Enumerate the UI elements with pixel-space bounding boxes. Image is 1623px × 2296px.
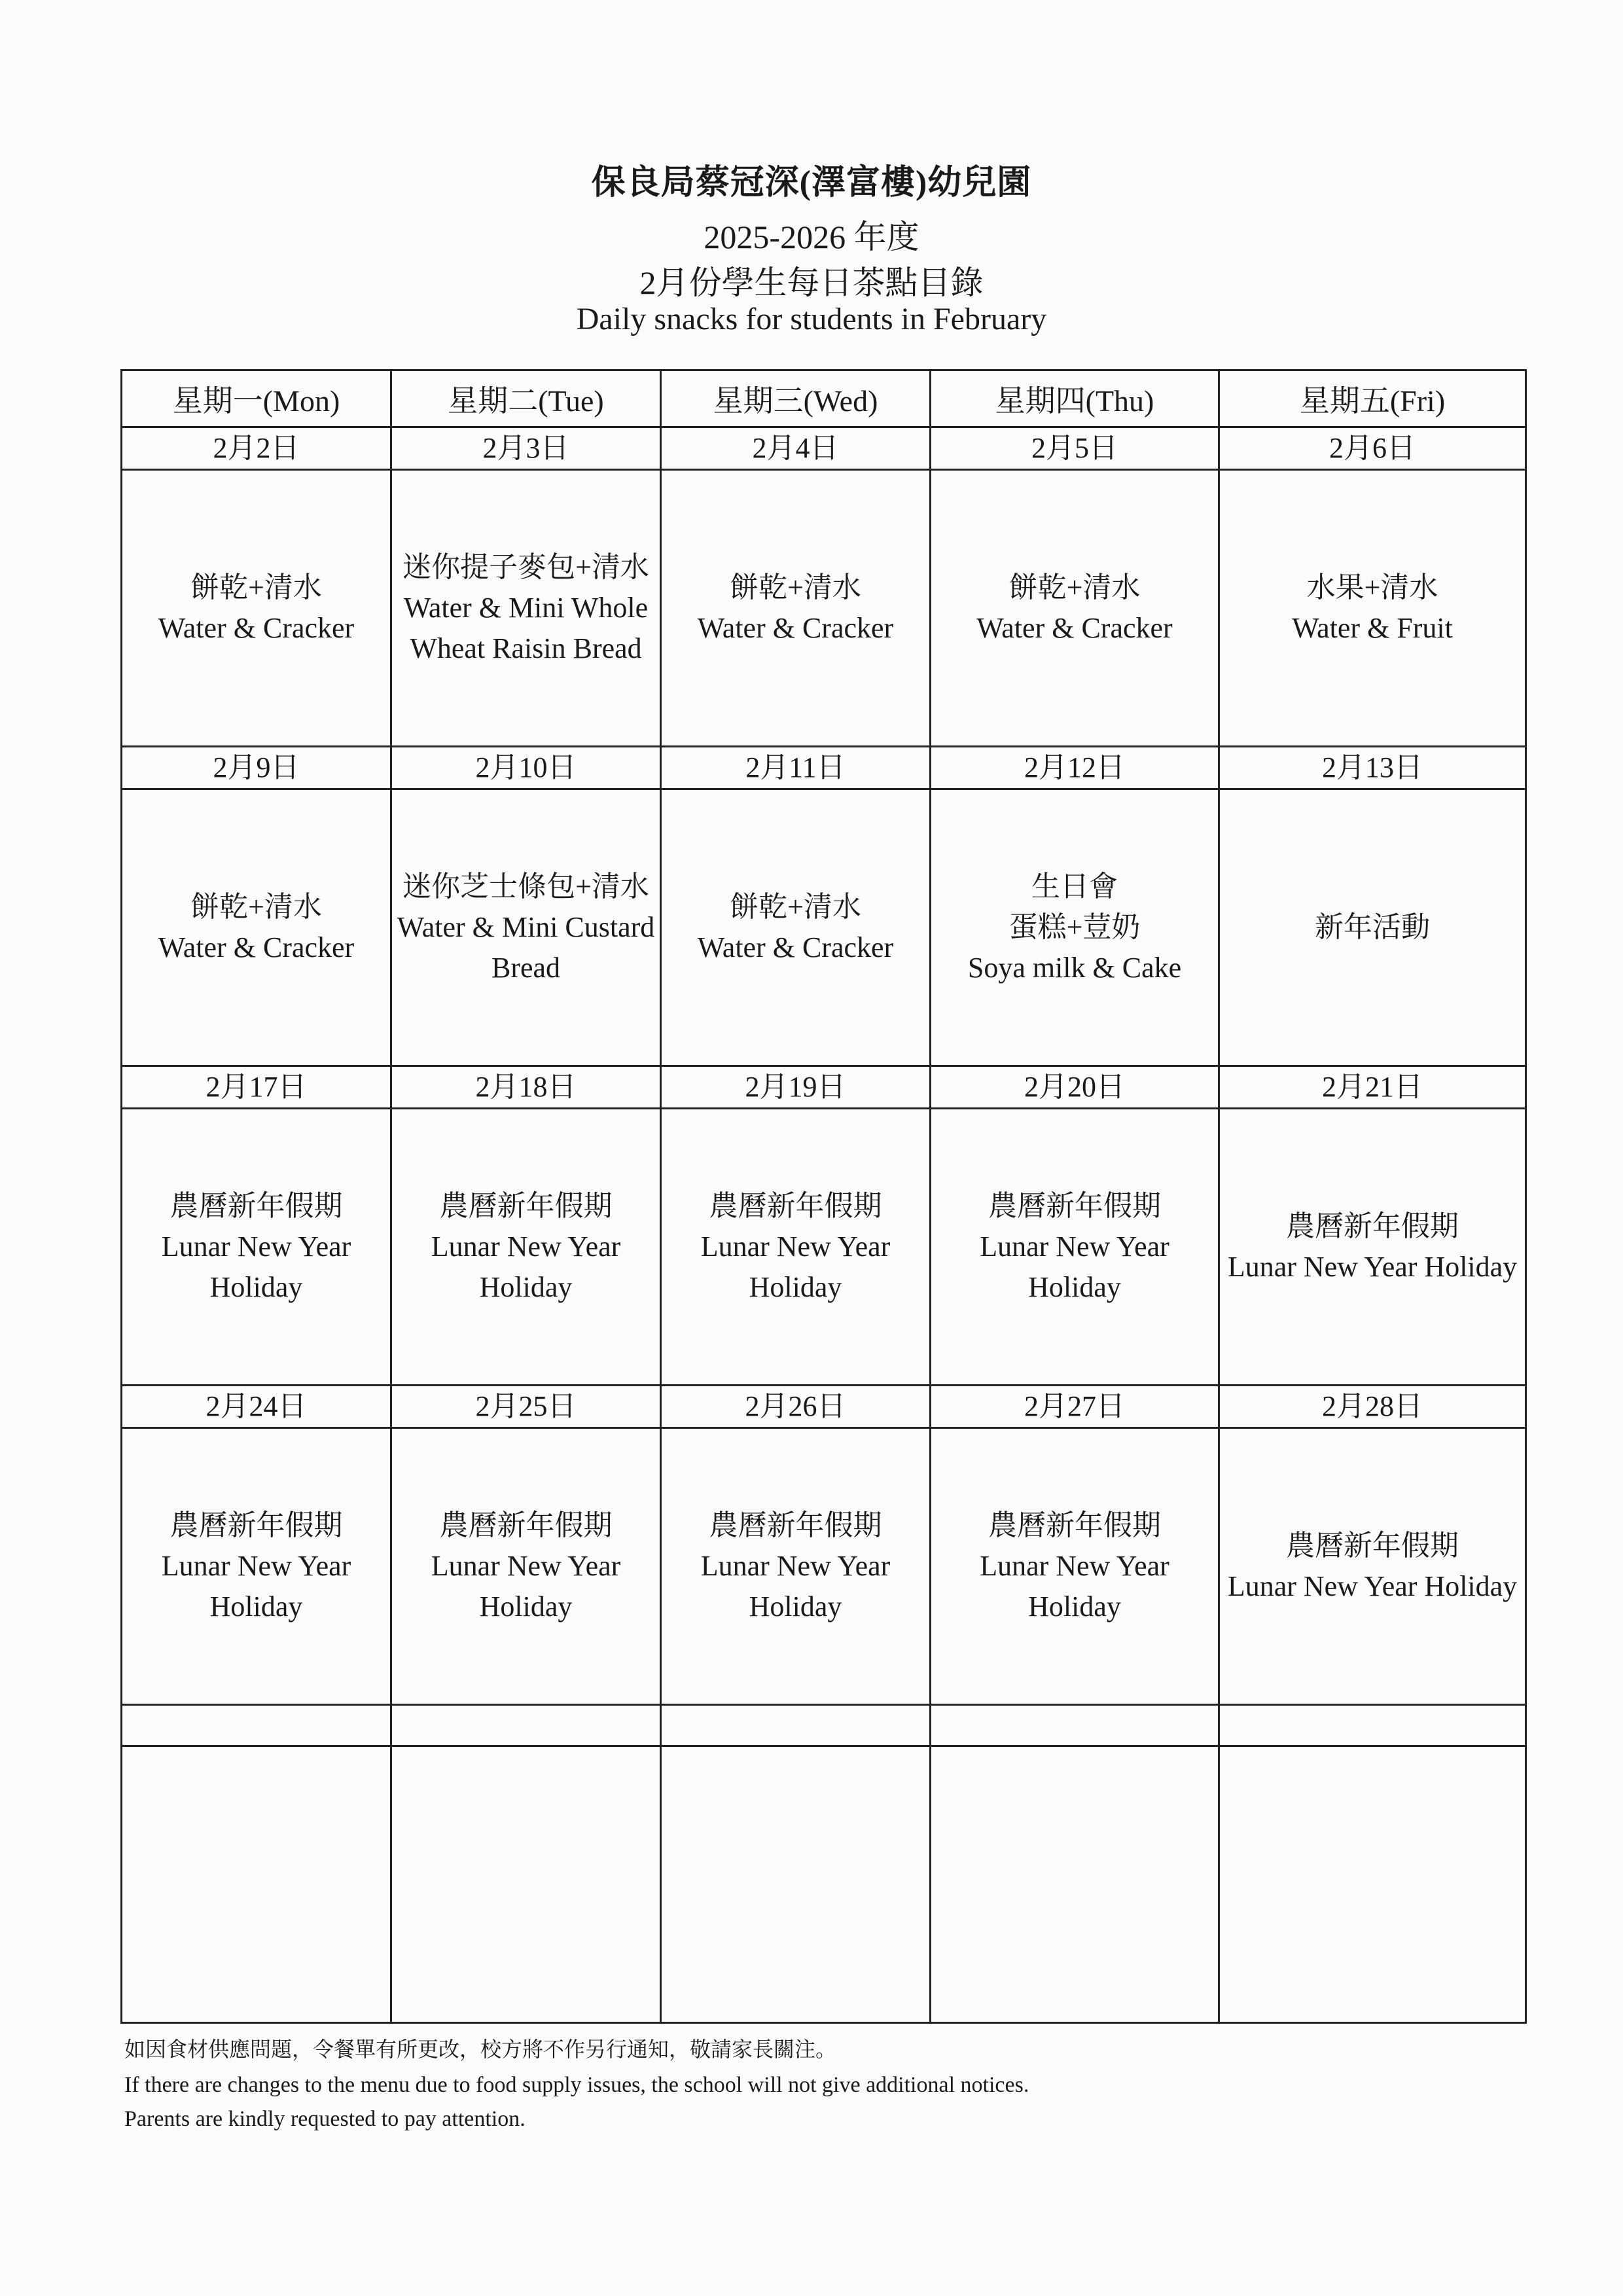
date-row [122, 747, 1526, 789]
menu-body [122, 427, 1526, 2023]
snack-line: Water & Cracker [697, 931, 894, 963]
empty-cell [661, 1746, 931, 2023]
empty-cell [1219, 1705, 1526, 1746]
empty-cell [122, 1705, 391, 1746]
snack-line: Wheat Raisin Bread [410, 632, 642, 664]
empty-cell [391, 1705, 661, 1746]
snack-line: 農曆新年假期 [988, 1509, 1161, 1541]
snack-line: Lunar New Year [980, 1550, 1169, 1582]
snack-line: 迷你芝士條包+清水 [402, 870, 649, 903]
date-cell: 2月12日 [931, 747, 1219, 789]
snack-cell [661, 1428, 931, 1705]
snack-line: Water & Cracker [976, 612, 1173, 644]
snack-line: Water & Fruit [1292, 612, 1453, 644]
date-row [122, 427, 1526, 470]
date-row [122, 1386, 1526, 1428]
snack-line: 水果+清水 [1306, 571, 1438, 603]
weekday-header: 星期四(Thu) [931, 370, 1219, 427]
snack-line: 農曆新年假期 [169, 1190, 343, 1222]
date-cell: 2月4日 [661, 427, 931, 470]
school-name: 保良局蔡冠深(澤富樓)幼兒園 [591, 164, 1032, 202]
date-cell: 2月17日 [122, 1066, 391, 1109]
date-cell: 2月2日 [122, 427, 391, 470]
weekday-header-row [122, 370, 1526, 427]
snack-cell [122, 789, 391, 1066]
snack-line: 農曆新年假期 [439, 1509, 613, 1541]
snack-line: Holiday [209, 1271, 303, 1303]
english-subtitle: Daily snacks for students in February [576, 302, 1047, 336]
snack-cell [931, 1109, 1219, 1386]
snack-cell [122, 1428, 391, 1705]
snack-cell [1219, 1109, 1526, 1386]
weekday-header: 星期三(Wed) [661, 370, 931, 427]
snack-cell [1219, 470, 1526, 747]
snack-line: Lunar New Year [161, 1230, 351, 1263]
snack-line: Lunar New Year [700, 1550, 891, 1582]
date-cell: 2月25日 [391, 1386, 661, 1428]
weekday-header: 星期五(Fri) [1219, 370, 1526, 427]
snack-cell [931, 789, 1219, 1066]
snack-line: 農曆新年假期 [439, 1190, 613, 1222]
snack-line: 生日會 [1031, 870, 1118, 903]
empty-cell [122, 1746, 391, 2023]
date-cell: 2月18日 [391, 1066, 661, 1109]
snack-line: 餅乾+清水 [730, 571, 861, 603]
snack-line: 農曆新年假期 [709, 1190, 882, 1222]
snack-line: 農曆新年假期 [1286, 1530, 1459, 1562]
snack-line: Holiday [1028, 1271, 1121, 1303]
snack-line: Holiday [209, 1590, 303, 1623]
snack-line: Water & Mini Whole [403, 592, 649, 624]
snack-line: Holiday [749, 1271, 842, 1303]
empty-snack-row [122, 1746, 1526, 2023]
snack-line: Holiday [749, 1590, 842, 1623]
snack-cell [661, 1109, 931, 1386]
snack-line: Water & Mini Custard [397, 911, 655, 943]
snack-line: Water & Cracker [158, 612, 355, 644]
date-row [122, 1066, 1526, 1109]
snack-line: 迷你提子麥包+清水 [402, 551, 649, 583]
date-cell: 2月27日 [931, 1386, 1219, 1428]
snack-menu-table [120, 369, 1527, 2024]
snack-line: Lunar New Year Holiday [1227, 1570, 1518, 1602]
note-english-line-2: Parents are kindly requested to pay attention. [124, 2107, 526, 2131]
snack-line: Lunar New Year [980, 1230, 1169, 1263]
date-cell: 2月26日 [661, 1386, 931, 1428]
snack-cell [391, 470, 661, 747]
snack-row [122, 1109, 1526, 1386]
note-chinese: 如因食材供應問題，令餐單有所更改，校方將不作另行通知，敬請家長關注。 [124, 2037, 837, 2061]
snack-line: 蛋糕+荳奶 [1008, 911, 1141, 943]
snack-line: 餅乾+清水 [730, 891, 861, 923]
date-cell: 2月21日 [1219, 1066, 1526, 1109]
snack-cell [931, 470, 1219, 747]
snack-line: Soya milk & Cake [967, 952, 1182, 984]
snack-cell [122, 470, 391, 747]
snack-row [122, 470, 1526, 747]
empty-cell [931, 1705, 1219, 1746]
snack-line: 餅乾+清水 [190, 571, 322, 603]
snack-line: Lunar New Year Holiday [1227, 1251, 1518, 1283]
snack-line: Water & Cracker [158, 931, 355, 963]
snack-cell [931, 1428, 1219, 1705]
snack-line: Holiday [479, 1271, 573, 1303]
date-cell: 2月3日 [391, 427, 661, 470]
empty-cell [1219, 1746, 1526, 2023]
snack-line: Lunar New Year [700, 1230, 891, 1263]
snack-cell [661, 789, 931, 1066]
empty-cell [931, 1746, 1219, 2023]
snack-cell [391, 1428, 661, 1705]
snack-line: 新年活動 [1315, 911, 1430, 943]
snack-line: 農曆新年假期 [709, 1509, 882, 1541]
date-cell: 2月6日 [1219, 427, 1526, 470]
snack-line: 農曆新年假期 [169, 1509, 343, 1541]
snack-line: Lunar New Year [431, 1230, 621, 1263]
snack-cell [1219, 789, 1526, 1066]
snack-line: Holiday [479, 1590, 573, 1623]
snack-line: 餅乾+清水 [190, 891, 322, 923]
snack-cell [122, 1109, 391, 1386]
snack-cell [391, 1109, 661, 1386]
date-cell: 2月19日 [661, 1066, 931, 1109]
snack-row [122, 1428, 1526, 1705]
note-english-line-1: If there are changes to the menu due to food supply issues, the school will not give additional notices. [124, 2073, 1029, 2097]
empty-cell [661, 1705, 931, 1746]
snack-line: Holiday [1028, 1590, 1121, 1623]
date-cell: 2月10日 [391, 747, 661, 789]
snack-line: 農曆新年假期 [1286, 1210, 1459, 1242]
snack-line: Lunar New Year [431, 1550, 621, 1582]
empty-date-row [122, 1705, 1526, 1746]
weekday-header: 星期二(Tue) [391, 370, 661, 427]
snack-row [122, 789, 1526, 1066]
date-cell: 2月9日 [122, 747, 391, 789]
weekday-header: 星期一(Mon) [122, 370, 391, 427]
snack-line: 農曆新年假期 [988, 1190, 1161, 1222]
date-cell: 2月13日 [1219, 747, 1526, 789]
snack-line: Lunar New Year [161, 1550, 351, 1582]
empty-cell [391, 1746, 661, 2023]
snack-cell [661, 470, 931, 747]
date-cell: 2月20日 [931, 1066, 1219, 1109]
month-title: 2月份學生每日茶點目錄 [639, 264, 984, 301]
date-cell: 2月28日 [1219, 1386, 1526, 1428]
date-cell: 2月11日 [661, 747, 931, 789]
snack-cell [1219, 1428, 1526, 1705]
snack-line: Water & Cracker [697, 612, 894, 644]
snack-line: Bread [491, 952, 561, 984]
snack-line: 餅乾+清水 [1008, 571, 1141, 603]
date-cell: 2月5日 [931, 427, 1219, 470]
academic-year: 2025-2026 年度 [704, 219, 919, 255]
snack-cell [391, 789, 661, 1066]
date-cell: 2月24日 [122, 1386, 391, 1428]
